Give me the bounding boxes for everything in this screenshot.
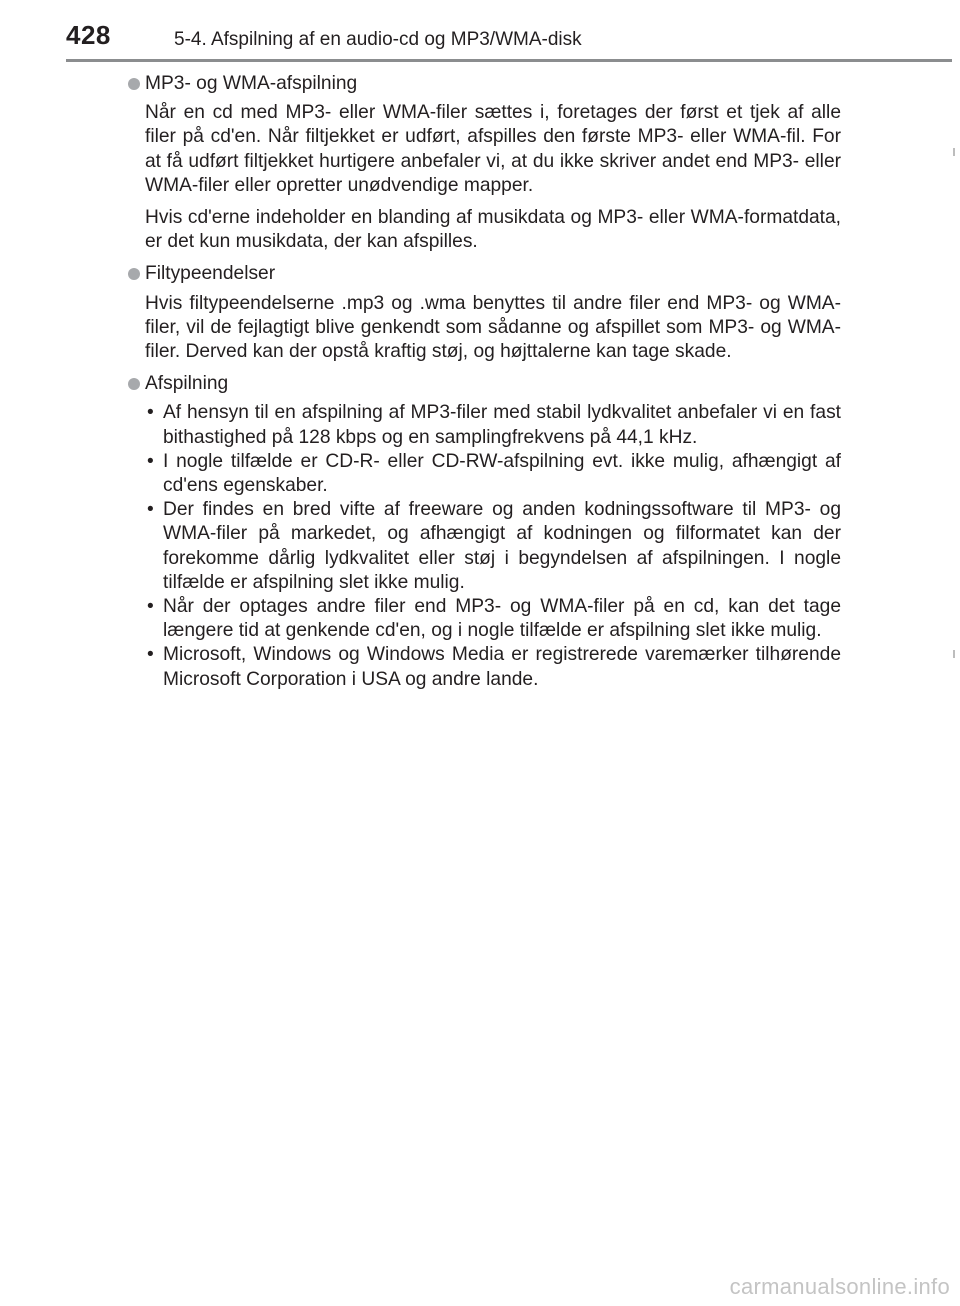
bullet-circle-icon <box>128 378 140 390</box>
list-item <box>145 643 841 691</box>
list-item <box>145 595 841 643</box>
list-item-text: Microsoft, Windows og Windows Media er registrerede varemærker tilhørende Microsoft Corporation i USA og andre lande. <box>163 644 841 690</box>
paragraph: Hvis filtypeendelserne .mp3 og .wma benyttes til andre filer end MP3- og WMA-filer, vil de fejlagtigt blive genkendt som sådanne og afspillet som MP3- og WMA-filer. Derved kan der opstå kraftig støj, og højttalerne kan tage skade. <box>145 292 841 363</box>
bullet-dot-icon: • <box>147 450 154 472</box>
bullet-list <box>145 401 841 691</box>
page-number: 428 <box>66 20 111 50</box>
margin-tick <box>953 650 955 658</box>
page-content <box>125 72 841 692</box>
topic-heading <box>125 372 841 396</box>
paragraph: Når en cd med MP3- eller WMA-filer sættes i, foretages der først et tjek af alle filer på cd'en. Når filtjekket er udført, afspilles den første MP3- eller WMA-fil. For at få udført filtjekket hurtigere anbefaler vi, at du ikke skriver andet end MP3- eller WMA-filer eller opretter unødvendige mapper. <box>145 102 841 196</box>
paragraph: Hvis cd'erne indeholder en blanding af musikdata og MP3- eller WMA-formatdata, er det kun musikdata, der kan afspilles. <box>145 207 841 253</box>
list-item <box>145 450 841 498</box>
topic-heading <box>125 262 841 286</box>
bullet-dot-icon: • <box>147 596 154 618</box>
list-item <box>145 401 841 449</box>
watermark[interactable]: carmanualsonline.info <box>729 1274 950 1299</box>
list-item-text: Af hensyn til en afspilning af MP3-filer med stabil lydkvalitet anbefaler vi en fast bithastighed på 128 kbps og en samplingfrekvens på 44,1 kHz. <box>163 402 841 448</box>
topic-title: Filtypeendelser <box>145 263 276 285</box>
list-item <box>145 498 841 595</box>
topic-title: MP3- og WMA-afspilning <box>145 73 358 94</box>
topic-title: Afspilning <box>145 373 229 395</box>
bullet-circle-icon <box>128 268 140 280</box>
header-divider <box>66 59 952 62</box>
section-title: 5-4. Afspilning af en audio-cd og MP3/WMA-disk <box>174 29 582 50</box>
bullet-dot-icon: • <box>147 402 154 424</box>
page-header <box>0 0 960 62</box>
bullet-circle-icon <box>128 78 140 90</box>
bullet-dot-icon: • <box>147 499 154 521</box>
list-item-text: Når der optages andre filer end MP3- og WMA-filer på en cd, kan det tage længere tid at genkende cd'en, og i nogle tilfælde er afspilning slet ikke mulig. <box>163 596 841 642</box>
list-item-text: Der findes en bred vifte af freeware og anden kodningssoftware til MP3- og WMA-filer på markedet, og afhængigt af kodningen og filformatet kan der forekomme dårlig lydkvalitet eller støj i begyndelsen af afspilningen. I nogle tilfælde er afspilning slet ikke mulig. <box>163 499 841 593</box>
bullet-dot-icon: • <box>147 644 154 666</box>
margin-tick <box>953 148 955 156</box>
list-item-text: I nogle tilfælde er CD-R- eller CD-RW-afspilning evt. ikke mulig, afhængigt af cd'ens egenskaber. <box>163 450 841 497</box>
topic-heading <box>125 72 841 96</box>
